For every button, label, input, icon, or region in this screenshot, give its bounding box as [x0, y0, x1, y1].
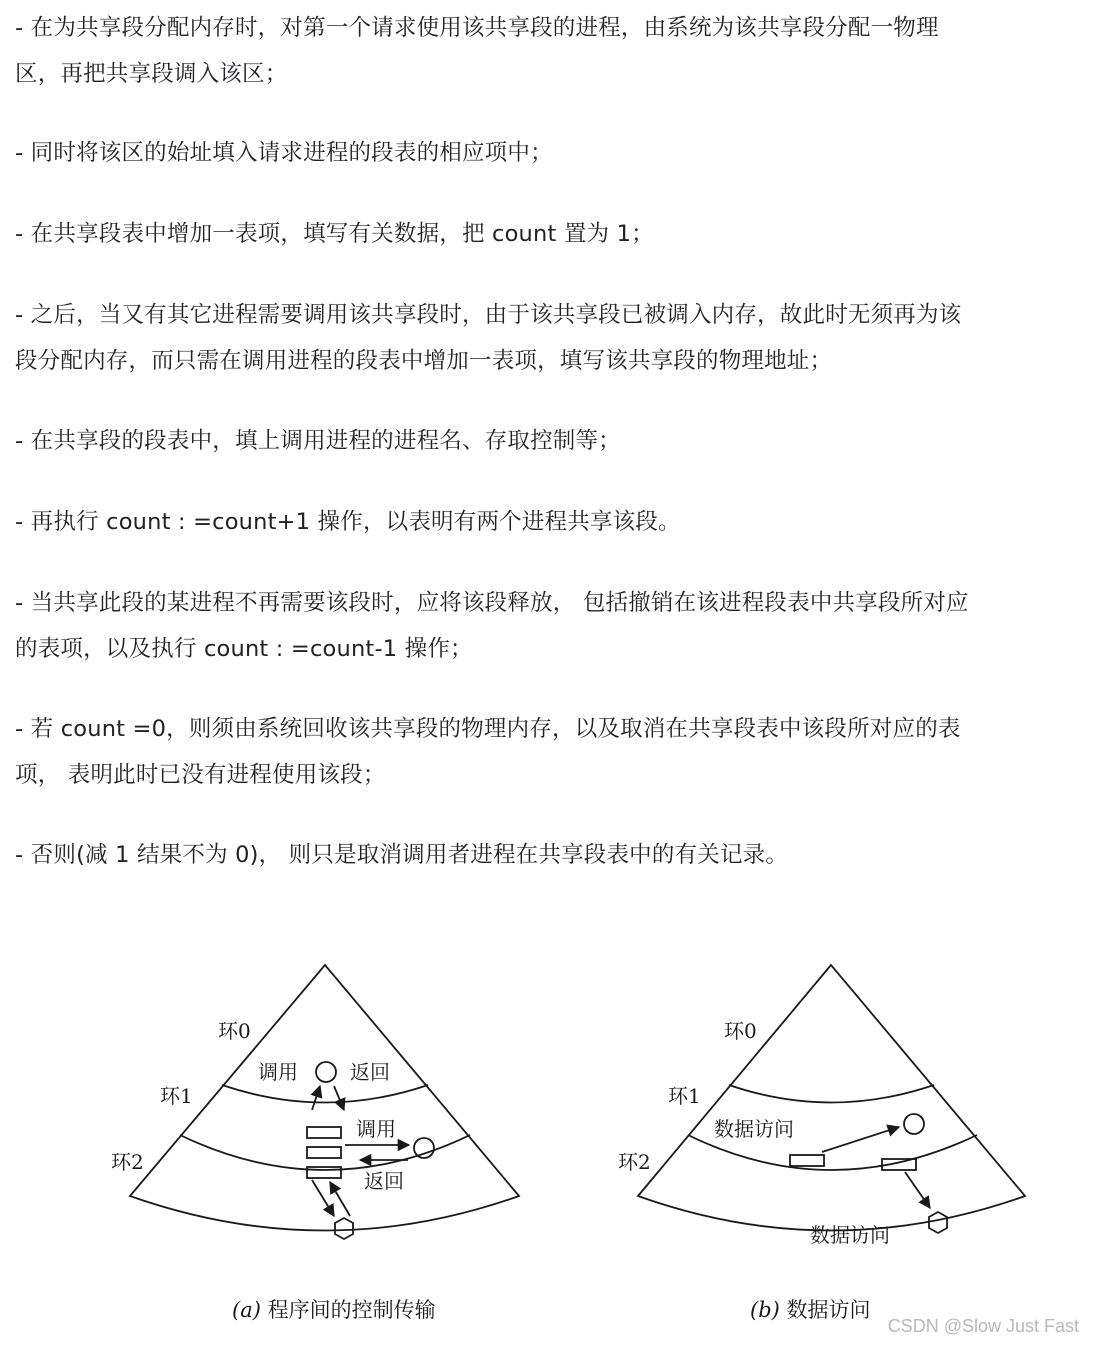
paragraph-6	[15, 499, 1045, 545]
return-arrow-up	[330, 1182, 350, 1216]
call-arrow-up	[312, 1086, 320, 1110]
paragraph-8	[15, 706, 1045, 798]
paragraph-3	[15, 211, 1045, 257]
access-arrow-down	[905, 1172, 930, 1208]
label-return-top: 返回	[350, 1060, 390, 1084]
paragraph-9	[15, 832, 1045, 878]
paragraph-5	[15, 418, 1045, 464]
call-arrow-down	[312, 1180, 334, 1216]
label-ring0-b: 环0	[724, 1019, 757, 1043]
text-line: - 若 count =0，则须由系统回收该共享段的物理内存，以及取消在共享段表中该段所对应的表	[15, 716, 961, 742]
csdn-watermark: CSDN @Slow Just Fast	[887, 1316, 1079, 1336]
paragraph-2	[15, 130, 1045, 176]
text-line: - 在共享段的段表中，填上调用进程的进程名、存取控制等；	[15, 428, 621, 454]
segment-hexagon-lower	[929, 1212, 947, 1233]
caption-b-prefix: (b)	[750, 1298, 780, 1322]
ring-protection-figure	[0, 940, 1095, 1345]
segment-box-left	[790, 1155, 824, 1166]
label-ring2-b: 环2	[618, 1150, 651, 1174]
access-arrow-up	[822, 1127, 899, 1152]
label-ring1-a: 环1	[160, 1084, 193, 1108]
label-call-top: 调用	[258, 1060, 298, 1084]
caption-a	[232, 1298, 436, 1322]
caption-a-text: 程序间的控制传输	[260, 1298, 436, 1322]
text-line: 区，再把共享段调入该区；	[15, 61, 288, 87]
text-line: - 再执行 count : =count+1 操作，以表明有两个进程共享该段。	[15, 509, 681, 535]
text-line: 项， 表明此时已没有进程使用该段；	[15, 762, 386, 788]
return-arrow-down	[334, 1086, 344, 1110]
paragraph-1	[15, 5, 1045, 97]
segment-hexagon-bottom	[335, 1218, 353, 1239]
label-ring1-b: 环1	[668, 1084, 701, 1108]
text-line: - 当共享此段的某进程不再需要该段时，应将该段释放， 包括撤销在该进程段表中共享段所对应	[15, 590, 969, 616]
label-ring0-a: 环0	[218, 1019, 251, 1043]
caption-b-text: 数据访问	[779, 1298, 871, 1322]
caption-b	[750, 1298, 871, 1322]
segment-circle-upper	[904, 1114, 924, 1134]
ring-boundary-1	[729, 1085, 934, 1103]
text-line: 段分配内存，而只需在调用进程的段表中增加一表项，填写该共享段的物理地址；	[15, 348, 833, 374]
ring-boundary-2	[180, 1135, 470, 1170]
segment-box-2	[307, 1147, 341, 1158]
text-line: - 否则(减 1 结果不为 0)， 则只是取消调用者进程在共享段表中的有关记录。	[15, 842, 789, 868]
label-return-mid: 返回	[364, 1169, 404, 1193]
caption-a-prefix: (a)	[232, 1298, 261, 1322]
paragraph-4	[15, 292, 1045, 384]
text-line: - 同时将该区的始址填入请求进程的段表的相应项中；	[15, 140, 553, 166]
text-line: - 在共享段表中增加一表项，填写有关数据，把 count 置为 1；	[15, 221, 654, 247]
text-line: 的表项，以及执行 count : =count-1 操作；	[15, 636, 473, 662]
segment-circle-right	[414, 1138, 434, 1158]
paragraph-7	[15, 580, 1045, 672]
label-data-access-upper: 数据访问	[714, 1117, 794, 1141]
segment-circle-top	[316, 1062, 336, 1082]
segment-box-3	[307, 1167, 341, 1178]
text-line: - 之后，当又有其它进程需要调用该共享段时，由于该共享段已被调入内存，故此时无须再为该	[15, 302, 962, 328]
segment-box-1	[307, 1127, 341, 1138]
text-line: - 在为共享段分配内存时，对第一个请求使用该共享段的进程，由系统为该共享段分配一物理	[15, 15, 939, 41]
label-ring2-a: 环2	[111, 1150, 144, 1174]
ring-boundary-1	[222, 1085, 428, 1103]
label-data-access-lower: 数据访问	[810, 1223, 890, 1247]
label-call-mid: 调用	[356, 1117, 396, 1141]
